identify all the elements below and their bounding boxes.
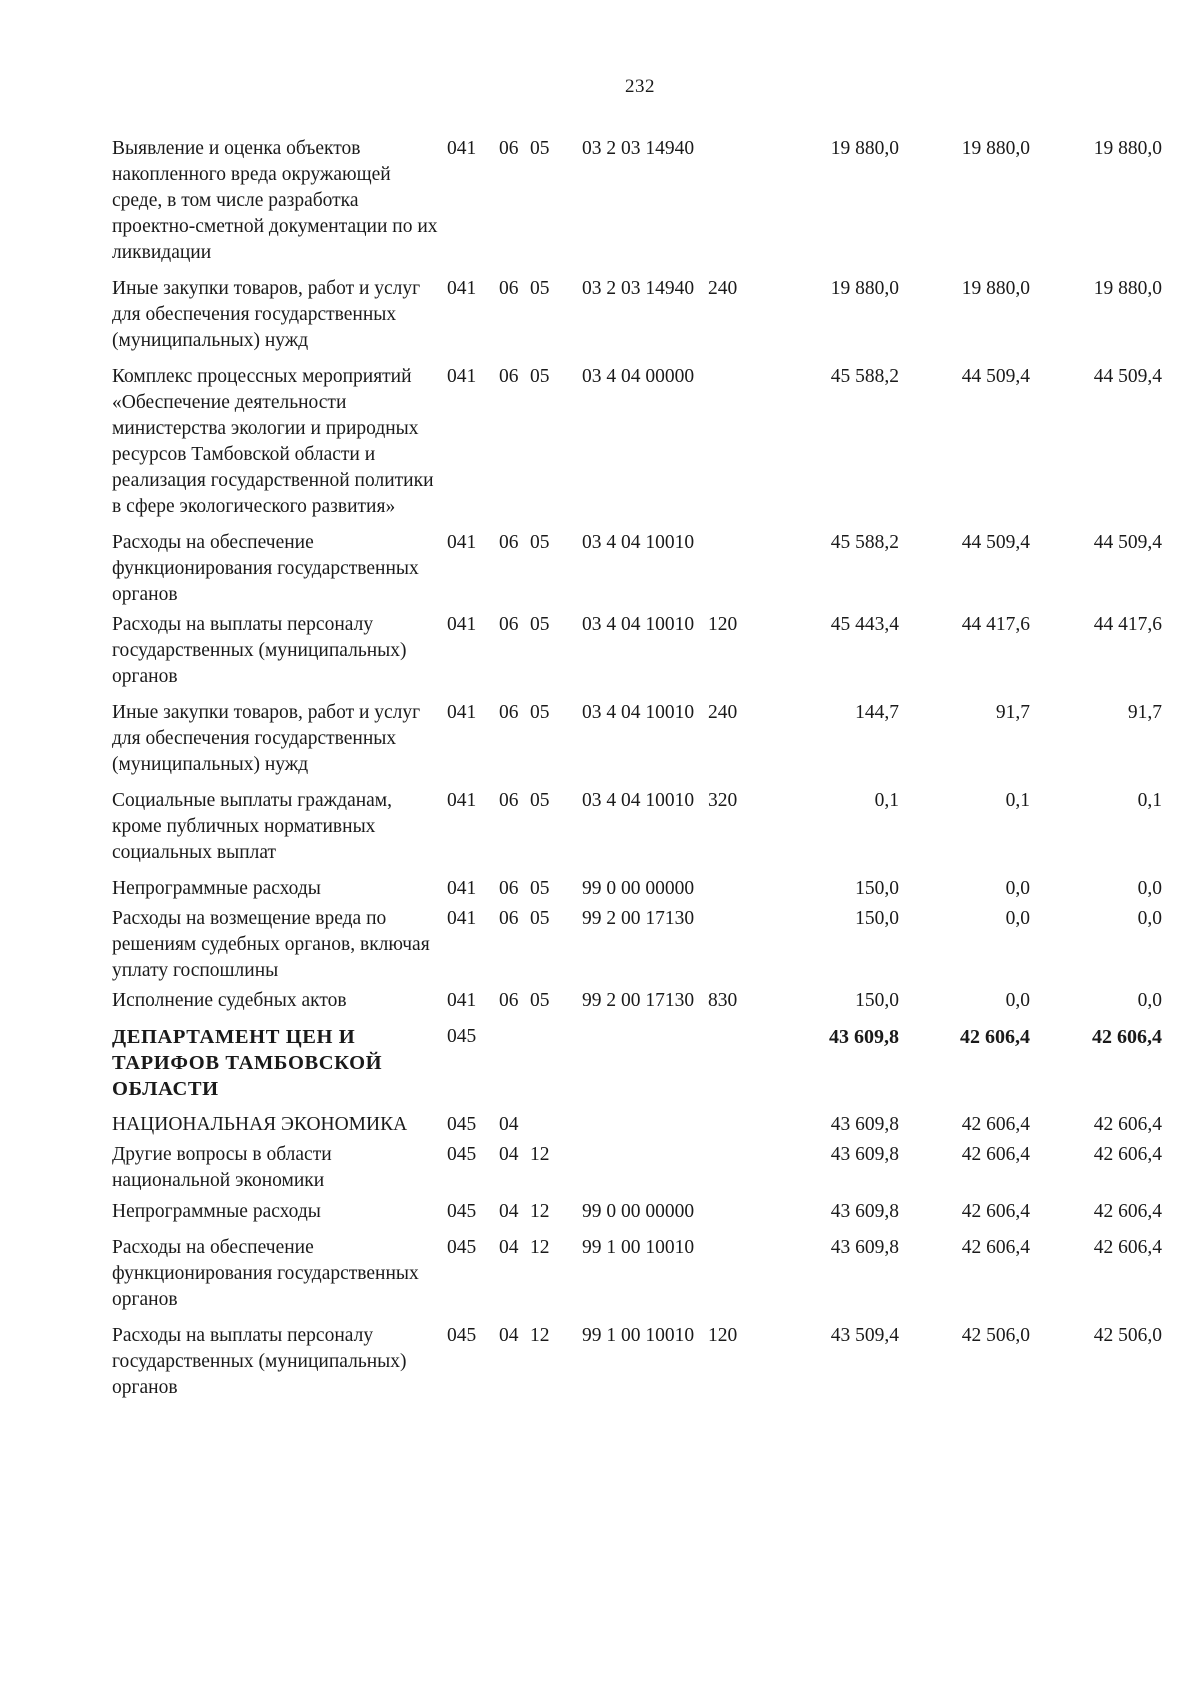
target-article-code: 99 0 00 00000	[582, 1201, 695, 1222]
subsection-code: 05	[530, 532, 550, 553]
amount-year-2: 42 606,4	[961, 1201, 1030, 1222]
admin-code: 041	[447, 702, 477, 723]
table-row	[112, 136, 1182, 266]
amount-year-3: 19 880,0	[1093, 138, 1162, 159]
amount-year-1: 150,0	[855, 908, 899, 929]
section-code: 04	[499, 1325, 519, 1346]
section-code: 06	[499, 990, 519, 1011]
amount-year-2: 0,0	[1005, 908, 1030, 929]
target-article-code: 99 0 00 00000	[582, 878, 695, 899]
table-row-department	[112, 1024, 1182, 1102]
amount-year-2: 0,0	[1005, 878, 1030, 899]
amount-year-3: 19 880,0	[1093, 278, 1162, 299]
table-row	[112, 1235, 1182, 1313]
target-article-code: 03 4 04 10010	[582, 532, 695, 553]
table-row	[112, 1112, 1182, 1138]
subsection-code: 05	[530, 278, 550, 299]
row-name: Расходы на возмещение вреда по решениям судебных органов, включая уплату госпошлины	[112, 908, 430, 981]
row-name: Другие вопросы в области национальной экономики	[112, 1144, 332, 1191]
amount-year-1: 43 509,4	[830, 1325, 899, 1346]
table-row	[112, 1199, 1182, 1225]
amount-year-3: 42 506,0	[1093, 1325, 1162, 1346]
amount-year-3: 0,0	[1137, 990, 1162, 1011]
amount-year-1: 19 880,0	[830, 278, 899, 299]
amount-year-2: 44 509,4	[961, 366, 1030, 387]
target-article-code: 03 4 04 10010	[582, 614, 695, 635]
subsection-code: 05	[530, 908, 550, 929]
amount-year-3: 0,1	[1137, 790, 1162, 811]
amount-year-2: 44 417,6	[961, 614, 1030, 635]
amount-year-2: 91,7	[995, 702, 1030, 723]
table-row	[112, 988, 1182, 1014]
department-name: ДЕПАРТАМЕНТ ЦЕН И ТАРИФОВ ТАМБОВСКОЙ ОБЛАСТИ	[112, 1026, 383, 1100]
amount-year-1: 45 588,2	[830, 532, 899, 553]
amount-year-3: 91,7	[1127, 702, 1162, 723]
row-name: Исполнение судебных актов	[112, 990, 347, 1011]
subsection-code: 05	[530, 990, 550, 1011]
section-code: 06	[499, 532, 519, 553]
section-code: 06	[499, 702, 519, 723]
amount-year-3: 42 606,4	[1093, 1114, 1162, 1135]
expense-type-code: 120	[708, 614, 738, 635]
row-name: Социальные выплаты гражданам, кроме публичных нормативных социальных выплат	[112, 790, 393, 863]
amount-year-2: 42 606,4	[960, 1026, 1030, 1048]
subsection-code: 12	[530, 1201, 550, 1222]
section-code: 04	[499, 1201, 519, 1222]
amount-year-1: 45 443,4	[830, 614, 899, 635]
budget-table	[112, 136, 1182, 1411]
admin-code: 041	[447, 908, 477, 929]
row-name: Иные закупки товаров, работ и услуг для обеспечения государственных (муниципальных) нужд	[112, 702, 421, 775]
amount-year-1: 43 609,8	[830, 1144, 899, 1165]
admin-code: 045	[447, 1114, 477, 1135]
section-code: 06	[499, 278, 519, 299]
table-row	[112, 906, 1182, 984]
amount-year-2: 42 506,0	[961, 1325, 1030, 1346]
subsection-code: 05	[530, 614, 550, 635]
section-code: 06	[499, 908, 519, 929]
page-number: 232	[625, 76, 655, 97]
amount-year-3: 42 606,4	[1093, 1201, 1162, 1222]
amount-year-1: 144,7	[855, 702, 899, 723]
amount-year-1: 43 609,8	[830, 1114, 899, 1135]
admin-code: 041	[447, 990, 477, 1011]
section-code: 06	[499, 614, 519, 635]
amount-year-1: 43 609,8	[829, 1026, 899, 1048]
row-name: Расходы на выплаты персоналу государственных (муниципальных) органов	[112, 1325, 407, 1398]
row-name: Расходы на обеспечение функционирования государственных органов	[112, 1237, 419, 1310]
section-code: 04	[499, 1144, 519, 1165]
admin-code: 041	[447, 790, 477, 811]
target-article-code: 99 1 00 10010	[582, 1325, 695, 1346]
amount-year-3: 44 509,4	[1093, 532, 1162, 553]
table-row	[112, 876, 1182, 902]
amount-year-2: 42 606,4	[961, 1144, 1030, 1165]
row-name: Иные закупки товаров, работ и услуг для обеспечения государственных (муниципальных) нужд	[112, 278, 421, 351]
subsection-code: 12	[530, 1237, 550, 1258]
table-row	[112, 700, 1182, 778]
table-row	[112, 612, 1182, 690]
table-row	[112, 530, 1182, 608]
target-article-code: 99 2 00 17130	[582, 990, 695, 1011]
row-name: Комплекс процессных мероприятий «Обеспечение деятельности министерства экологии и природных ресурсов Тамбовской области и реализация государственной политики в сфере экологического развития»	[112, 366, 434, 517]
target-article-code: 99 1 00 10010	[582, 1237, 695, 1258]
amount-year-2: 42 606,4	[961, 1114, 1030, 1135]
subsection-code: 05	[530, 702, 550, 723]
section-code: 04	[499, 1114, 519, 1135]
table-row	[112, 788, 1182, 866]
expense-type-code: 830	[708, 990, 738, 1011]
target-article-code: 03 2 03 14940	[582, 278, 695, 299]
amount-year-2: 19 880,0	[961, 278, 1030, 299]
subsection-code: 05	[530, 878, 550, 899]
section-code: 04	[499, 1237, 519, 1258]
expense-type-code: 240	[708, 702, 738, 723]
row-name: Выявление и оценка объектов накопленного вреда окружающей среде, в том числе разработка проектно-сметной документации по их ликвидации	[112, 138, 438, 263]
admin-code: 041	[447, 366, 477, 387]
admin-code: 045	[447, 1026, 477, 1047]
amount-year-3: 44 417,6	[1093, 614, 1162, 635]
target-article-code: 03 4 04 10010	[582, 702, 695, 723]
amount-year-3: 0,0	[1137, 908, 1162, 929]
amount-year-1: 150,0	[855, 878, 899, 899]
amount-year-1: 150,0	[855, 990, 899, 1011]
amount-year-1: 43 609,8	[830, 1237, 899, 1258]
amount-year-2: 19 880,0	[961, 138, 1030, 159]
admin-code: 045	[447, 1325, 477, 1346]
table-row	[112, 276, 1182, 354]
amount-year-2: 0,1	[1005, 790, 1030, 811]
admin-code: 041	[447, 614, 477, 635]
amount-year-1: 19 880,0	[830, 138, 899, 159]
target-article-code: 03 4 04 00000	[582, 366, 695, 387]
row-name: Расходы на обеспечение функционирования государственных органов	[112, 532, 419, 605]
target-article-code: 03 4 04 10010	[582, 790, 695, 811]
row-name: НАЦИОНАЛЬНАЯ ЭКОНОМИКА	[112, 1114, 408, 1135]
section-code: 06	[499, 878, 519, 899]
admin-code: 041	[447, 532, 477, 553]
amount-year-1: 43 609,8	[830, 1201, 899, 1222]
amount-year-1: 45 588,2	[830, 366, 899, 387]
amount-year-2: 42 606,4	[961, 1237, 1030, 1258]
section-code: 06	[499, 790, 519, 811]
amount-year-2: 44 509,4	[961, 532, 1030, 553]
amount-year-3: 42 606,4	[1093, 1144, 1162, 1165]
subsection-code: 12	[530, 1325, 550, 1346]
table-row	[112, 1142, 1182, 1194]
row-name: Непрограммные расходы	[112, 1201, 321, 1222]
target-article-code: 99 2 00 17130	[582, 908, 695, 929]
subsection-code: 05	[530, 138, 550, 159]
amount-year-2: 0,0	[1005, 990, 1030, 1011]
admin-code: 045	[447, 1201, 477, 1222]
subsection-code: 12	[530, 1144, 550, 1165]
admin-code: 045	[447, 1237, 477, 1258]
admin-code: 045	[447, 1144, 477, 1165]
amount-year-3: 42 606,4	[1092, 1026, 1162, 1048]
table-row	[112, 1323, 1182, 1401]
amount-year-3: 44 509,4	[1093, 366, 1162, 387]
table-row	[112, 364, 1182, 520]
amount-year-3: 42 606,4	[1093, 1237, 1162, 1258]
row-name: Расходы на выплаты персоналу государственных (муниципальных) органов	[112, 614, 407, 687]
subsection-code: 05	[530, 366, 550, 387]
amount-year-3: 0,0	[1137, 878, 1162, 899]
section-code: 06	[499, 138, 519, 159]
admin-code: 041	[447, 878, 477, 899]
target-article-code: 03 2 03 14940	[582, 138, 695, 159]
admin-code: 041	[447, 278, 477, 299]
amount-year-1: 0,1	[874, 790, 899, 811]
row-name: Непрограммные расходы	[112, 878, 321, 899]
expense-type-code: 240	[708, 278, 738, 299]
section-code: 06	[499, 366, 519, 387]
subsection-code: 05	[530, 790, 550, 811]
expense-type-code: 320	[708, 790, 738, 811]
admin-code: 041	[447, 138, 477, 159]
expense-type-code: 120	[708, 1325, 738, 1346]
